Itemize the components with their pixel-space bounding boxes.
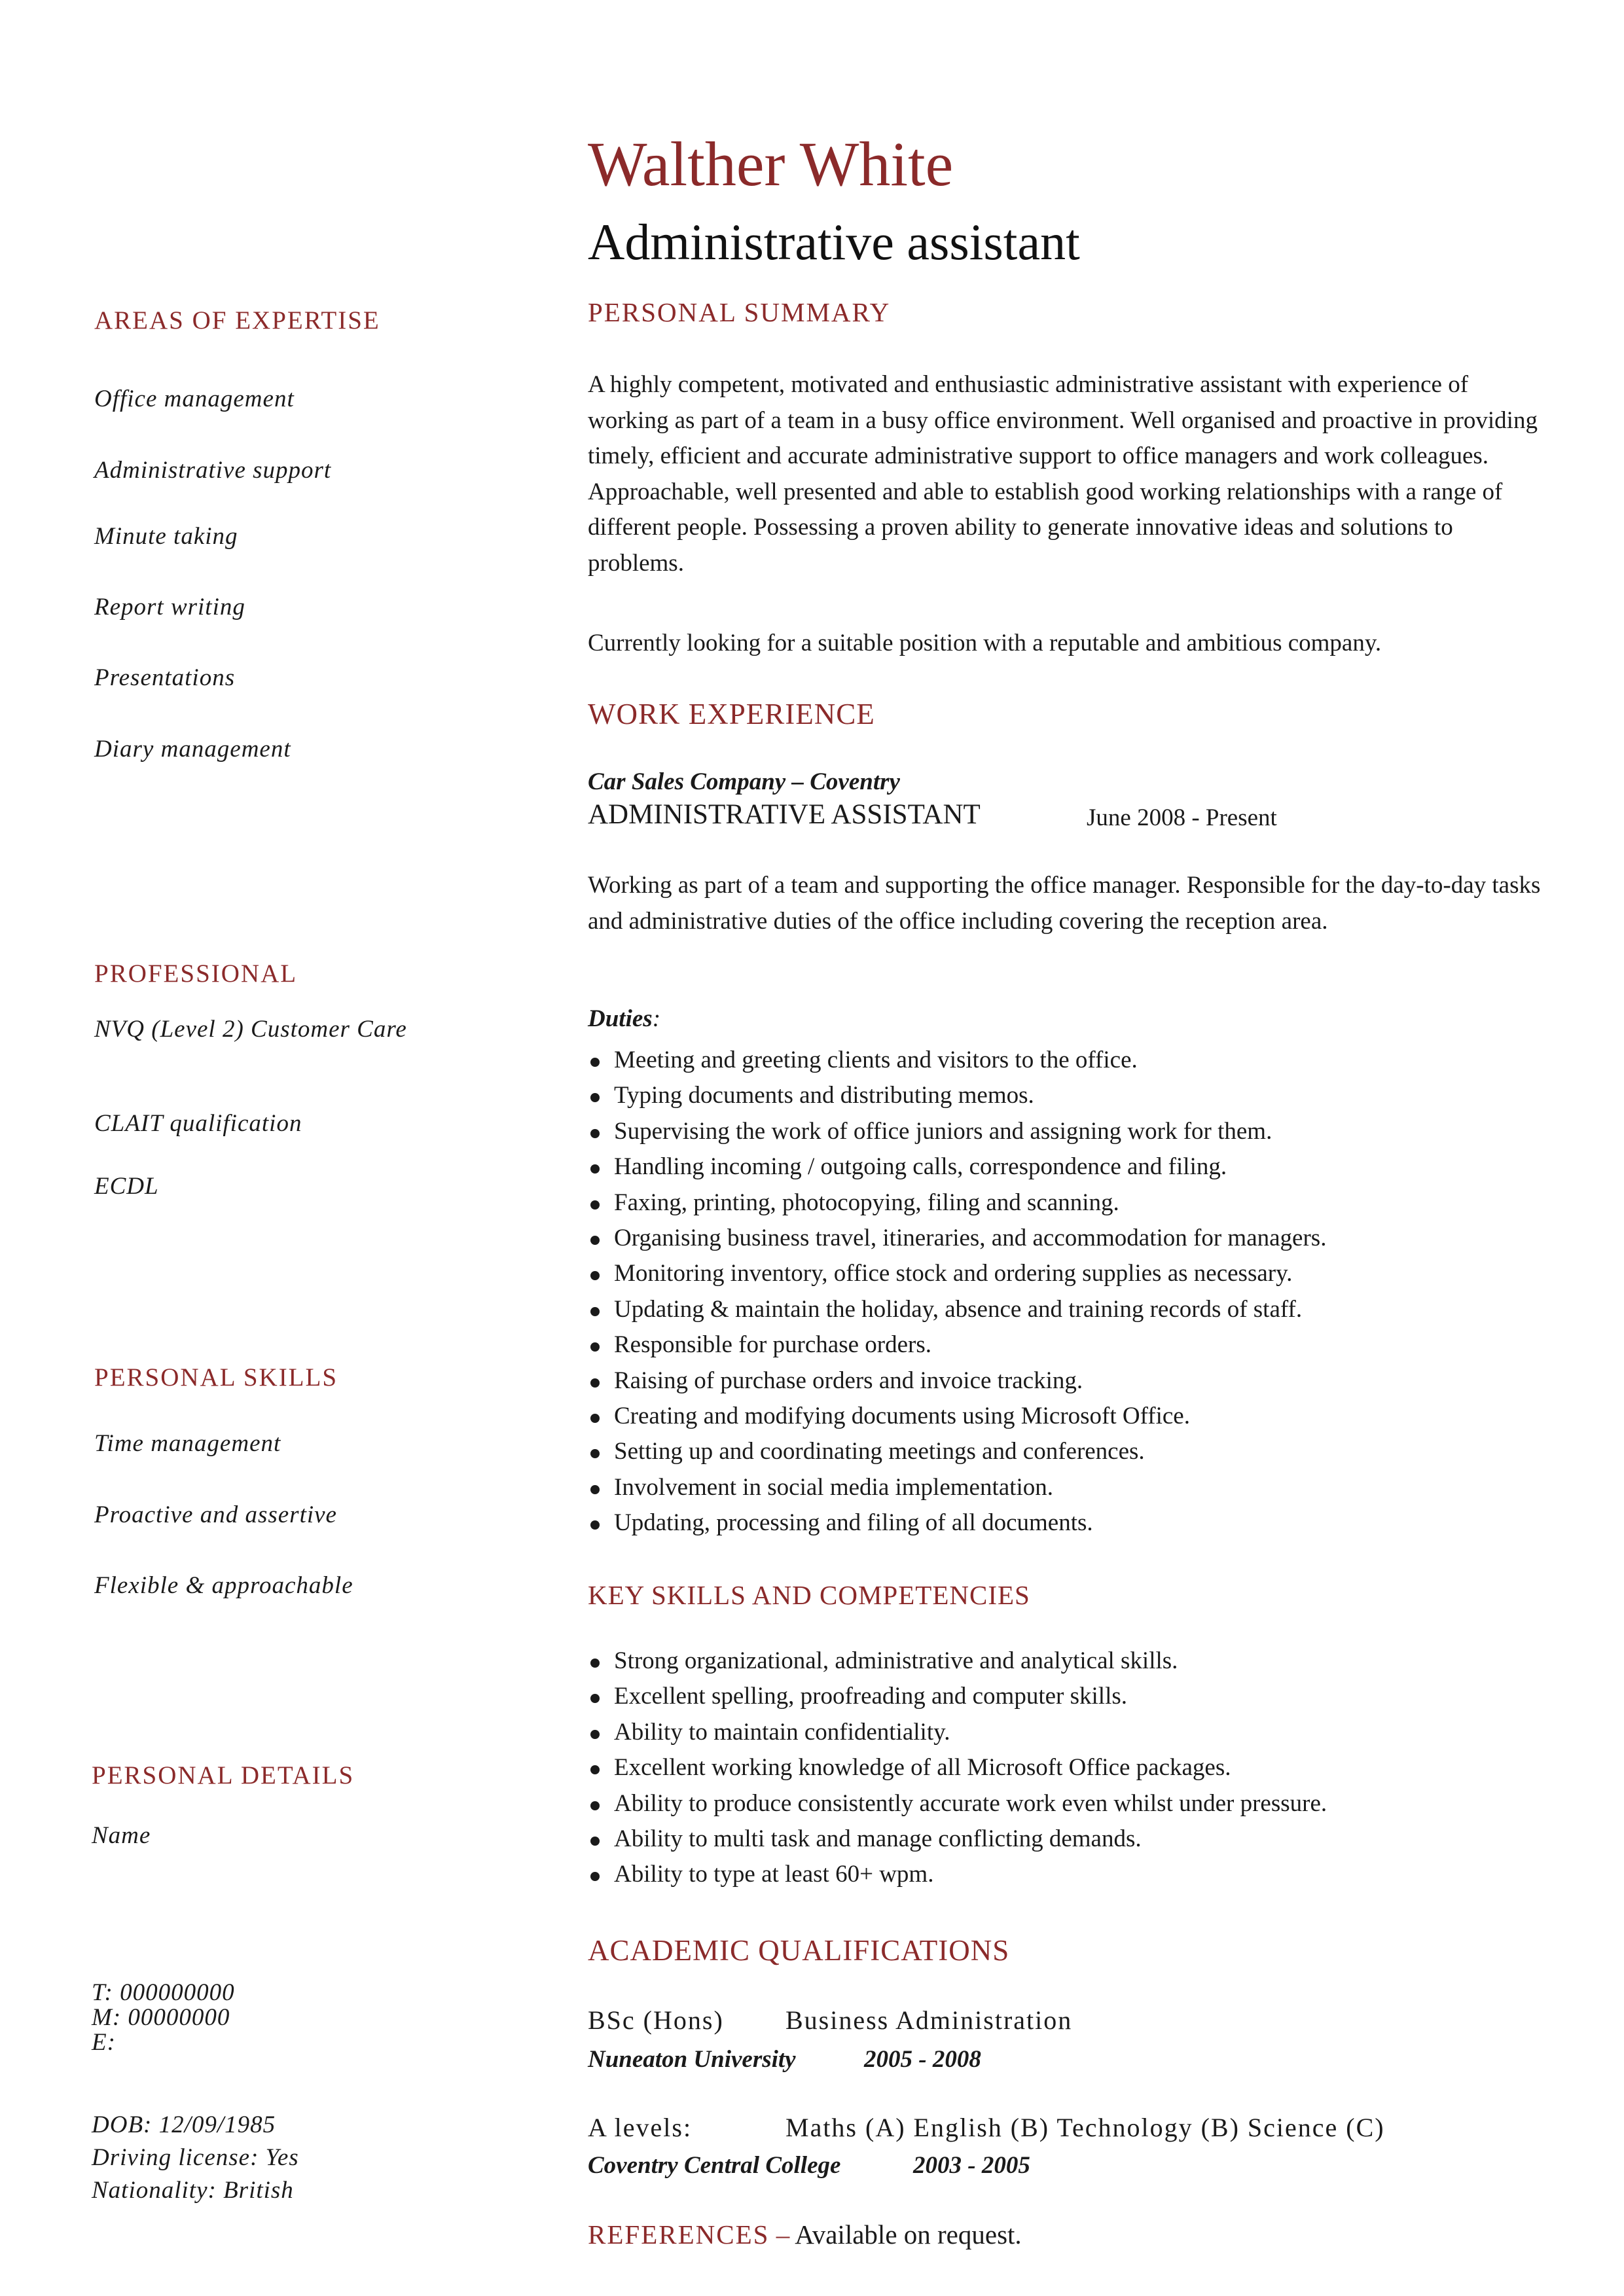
references-separator: – xyxy=(769,2219,795,2250)
alevels-institution: Coventry Central College xyxy=(588,2152,841,2179)
telephone: T: 000000000 xyxy=(92,1979,235,2006)
duties-label: Duties xyxy=(588,1005,653,1032)
list-item: Excellent working knowledge of all Microsoft Office packages. xyxy=(588,1750,1570,1785)
list-item: Handling incoming / outgoing calls, correspondence and filing. xyxy=(588,1149,1570,1185)
list-item: Setting up and coordinating meetings and conferences. xyxy=(588,1434,1570,1469)
list-item: Faxing, printing, photocopying, filing and scanning. xyxy=(588,1185,1570,1221)
list-item: Raising of purchase orders and invoice tracking. xyxy=(588,1363,1570,1399)
skill-item: Flexible & approachable xyxy=(94,1572,353,1599)
list-item: Monitoring inventory, office stock and ordering supplies as necessary. xyxy=(588,1256,1570,1291)
professional-heading: PROFESSIONAL xyxy=(94,960,298,988)
expertise-item: Diary management xyxy=(94,736,291,762)
professional-item: NVQ (Level 2) Customer Care xyxy=(94,1016,407,1043)
key-skills-list xyxy=(588,1643,1570,1893)
duties-colon: : xyxy=(652,1005,661,1032)
expertise-item: Presentations xyxy=(94,664,236,691)
degree-subject: Business Administration xyxy=(785,2005,1073,2035)
date-of-birth: DOB: 12/09/1985 xyxy=(92,2111,276,2138)
personal-summary-heading: PERSONAL SUMMARY xyxy=(588,297,891,327)
skill-item: Proactive and assertive xyxy=(94,1501,337,1528)
list-item: Ability to maintain confidentiality. xyxy=(588,1715,1570,1750)
personal-skills-heading: PERSONAL SKILLS xyxy=(94,1363,338,1391)
resume-name: Walther White xyxy=(588,129,954,199)
professional-item: ECDL xyxy=(94,1173,159,1200)
job-title: Administrative assistant xyxy=(588,213,1080,270)
alevels-subjects: Maths (A) English (B) Technology (B) Science (C) xyxy=(785,2113,1385,2142)
references-text: Available on request. xyxy=(795,2219,1022,2250)
duties-heading xyxy=(588,1005,660,1033)
list-item: Ability to multi task and manage conflicting demands. xyxy=(588,1821,1570,1857)
mobile: M: 00000000 xyxy=(92,2004,230,2031)
nationality: Nationality: British xyxy=(92,2177,294,2204)
academic-qualifications-heading: ACADEMIC QUALIFICATIONS xyxy=(588,1934,1010,1967)
professional-item: CLAIT qualification xyxy=(94,1110,302,1137)
areas-of-expertise-heading: AREAS OF EXPERTISE xyxy=(94,306,380,334)
driving-license: Driving license: Yes xyxy=(92,2144,299,2171)
duties-list xyxy=(588,1043,1570,1541)
details-name-label: Name xyxy=(92,1822,151,1849)
employment-dates: June 2008 - Present xyxy=(1087,804,1277,831)
degree-institution: Nuneaton University xyxy=(588,2046,796,2073)
personal-details-heading: PERSONAL DETAILS xyxy=(92,1761,355,1789)
alevels-years: 2003 - 2005 xyxy=(913,2152,1030,2179)
alevels-level: A levels: xyxy=(588,2113,693,2142)
list-item: Ability to produce consistently accurate work even whilst under pressure. xyxy=(588,1786,1570,1821)
skill-item: Time management xyxy=(94,1430,281,1457)
list-item: Updating, processing and filing of all documents. xyxy=(588,1505,1570,1541)
work-experience-heading: WORK EXPERIENCE xyxy=(588,698,875,730)
job-role: ADMINISTRATIVE ASSISTANT xyxy=(588,799,981,830)
list-item: Responsible for purchase orders. xyxy=(588,1327,1570,1363)
references-label: REFERENCES xyxy=(588,2219,770,2250)
list-item: Creating and modifying documents using Microsoft Office. xyxy=(588,1399,1570,1434)
list-item: Strong organizational, administrative and analytical skills. xyxy=(588,1643,1570,1679)
summary-closing: Currently looking for a suitable position with a reputable and ambitious company. xyxy=(588,630,1382,656)
list-item: Updating & maintain the holiday, absence and training records of staff. xyxy=(588,1292,1570,1327)
job-description: Working as part of a team and supporting the office manager. Responsible for the day-to-day tasks and administrative duties of the office including covering the reception area. xyxy=(588,872,1541,935)
list-item: Meeting and greeting clients and visitors to the office. xyxy=(588,1043,1570,1078)
summary-paragraph: A highly competent, motivated and enthusiastic administrative assistant with experience of working as part of a team in a busy office environment. Well organised and proactive in providing timely, efficient and accurate administrative support to office managers and work colleagues. Approachable, well presented and able to establish good working relationships with a range of different people. Possessing a proven ability to generate innovative ideas and solutions to problems. xyxy=(588,371,1538,577)
list-item: Ability to type at least 60+ wpm. xyxy=(588,1857,1570,1892)
degree-years: 2005 - 2008 xyxy=(864,2046,981,2073)
email: E: xyxy=(92,2029,116,2056)
references-line xyxy=(588,2219,1022,2250)
expertise-item: Minute taking xyxy=(94,523,238,550)
expertise-item: Administrative support xyxy=(94,457,332,484)
list-item: Excellent spelling, proofreading and computer skills. xyxy=(588,1679,1570,1714)
expertise-item: Report writing xyxy=(94,594,245,620)
list-item: Supervising the work of office juniors and assigning work for them. xyxy=(588,1114,1570,1149)
list-item: Organising business travel, itineraries, and accommodation for managers. xyxy=(588,1221,1570,1256)
company-name: Car Sales Company – Coventry xyxy=(588,768,900,795)
expertise-item: Office management xyxy=(94,386,295,412)
degree-level: BSc (Hons) xyxy=(588,2005,724,2035)
key-skills-heading: KEY SKILLS AND COMPETENCIES xyxy=(588,1580,1030,1610)
list-item: Typing documents and distributing memos. xyxy=(588,1078,1570,1113)
list-item: Involvement in social media implementation. xyxy=(588,1470,1570,1505)
